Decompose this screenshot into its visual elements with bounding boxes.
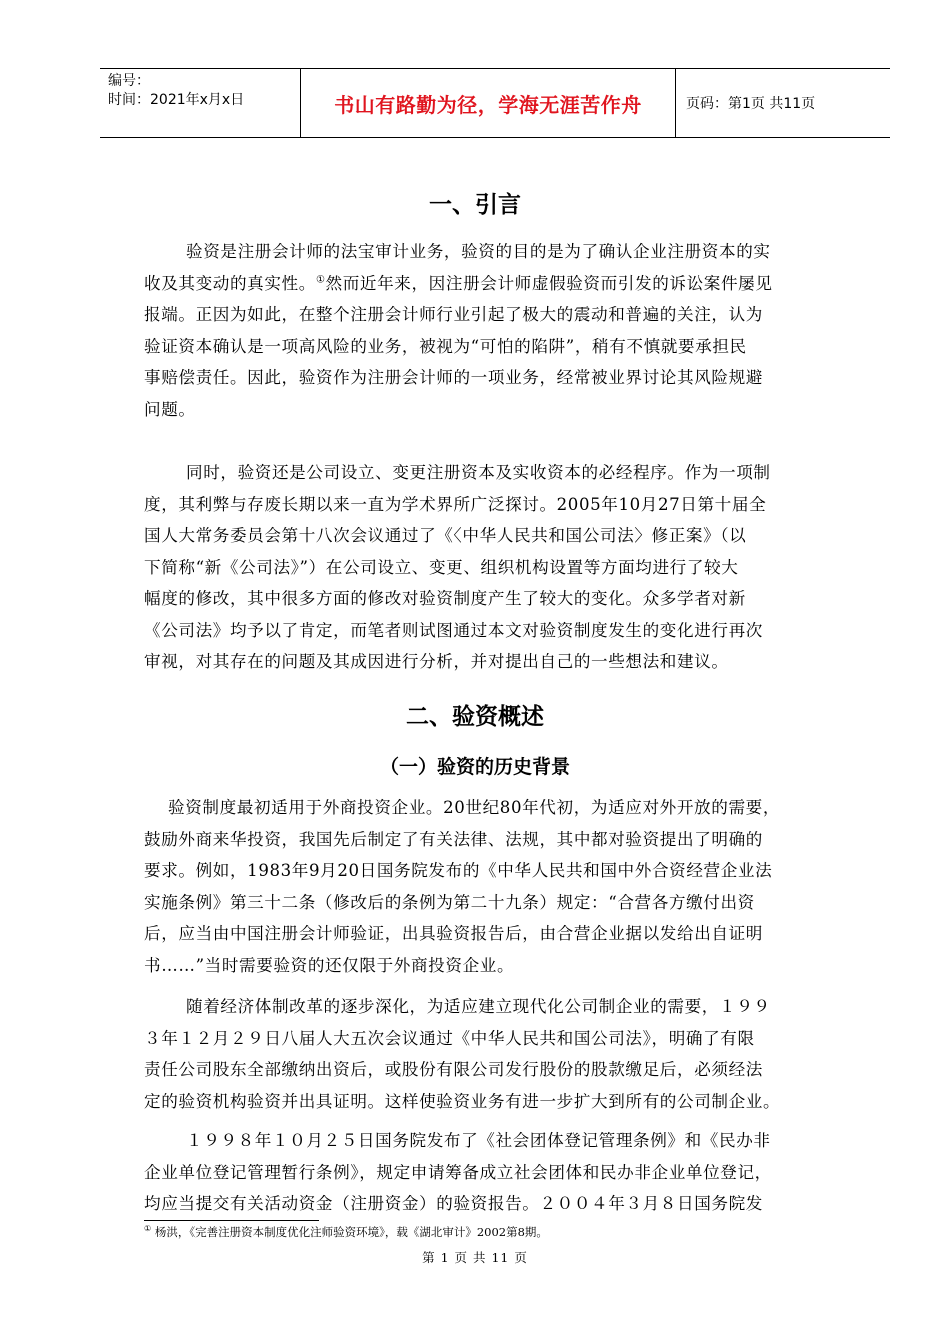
text-line: 企业单位登记管理暂行条例》，规定申请筹备成立社会团体和民办非企业单位登记， [144, 1162, 772, 1182]
text-line: 验证资本确认是一项高风险的业务，被视为“可怕的陷阱”，稍有不慎就要承担民 [144, 336, 747, 356]
text-line: 同时，验资还是公司设立、变更注册资本及实收资本的必经程序。作为一项制 [186, 463, 771, 482]
text-line: 度，其利弊与存废长期以来一直为学术界所广泛探讨。2005年10月27日第十届全 [144, 494, 767, 514]
text-line: 下简称“新《公司法》”）在公司设立、变更、组织机构设置等方面均进行了较大 [144, 557, 739, 577]
text-line: 验资是注册会计师的法宝审计业务，验资的目的是为了确认企业注册资本的实 [186, 242, 771, 261]
text-line: 事赔偿责任。因此，验资作为注册会计师的一项业务，经常被业界讨论其风险规避 [144, 368, 763, 387]
text-line: 要求。例如，1983年9月20日国务院发布的《中华人民共和国中外合资经营企业法 [144, 861, 773, 880]
text-line: 鼓励外商来华投资，我国先后制定了有关法律、法规，其中都对验资提出了明确的 [144, 829, 763, 849]
section-1-title: 一、引言 [429, 192, 521, 218]
header-time-label: 时间：2021年x月x日 [108, 92, 245, 108]
section-1-paragraph-2 [144, 457, 854, 678]
text-line: 随着经济体制改革的逐步深化，为适应建立现代化公司制企业的需要，１９９ [186, 997, 771, 1016]
page-number: 第 1 页 共 11 页 [422, 1250, 528, 1265]
text-line [144, 268, 854, 300]
footnote [144, 1224, 548, 1240]
text-line: １９９８年１０月２５日国务院发布了《社会团体登记管理条例》和《民办非 [186, 1131, 771, 1150]
text-line: 审视，对其存在的问题及其成因进行分析，并对提出自己的一些想法和建议。 [144, 652, 729, 671]
footnote-text: 杨洪，《完善注册资本制度优化注师验资环境》，载《湖北审计》2002第8期。 [151, 1225, 548, 1239]
header-meta [100, 69, 300, 137]
text-line: 验资制度最初适用于外商投资企业。20世纪80年代初，为适应对外开放的需要， [168, 798, 781, 817]
section-2-title: 二、验资概述 [406, 704, 544, 730]
text-line: 书……”当时需要验资的还仅限于外商投资企业。 [144, 955, 515, 975]
text-line: 责任公司股东全部缴纳出资后，或股份有限公司发行股份的股款缴足后，必须经法 [144, 1060, 763, 1079]
text-line: ３年１２月２９日八届人大五次会议通过《中华人民共和国公司法》，明确了有限 [144, 1028, 755, 1048]
text-line: 幅度的修改，其中很多方面的修改对验资制度产生了较大的变化。众多学者对新 [144, 589, 746, 608]
text-line: 《公司法》均予以了肯定，而笔者则试图通过本文对验资制度发生的变化进行再次 [144, 620, 763, 640]
text-line: 报端。正因为如此，在整个注册会计师行业引起了极大的震动和普遍的关注，认为 [144, 305, 763, 324]
footnote-separator [144, 1220, 319, 1221]
footnote-reference[interactable]: ① [315, 273, 326, 285]
text-line: 国人大常务委员会第十八次会议通过了《〈中华人民共和国公司法〉修正案》（以 [144, 526, 747, 545]
footnote-mark: ① [144, 1224, 152, 1234]
header-page-info: 页码：第1页 共11页 [686, 96, 816, 112]
section-1-paragraph-1 [144, 236, 854, 425]
header-number-label: 编号： [108, 73, 150, 89]
section-2-subtitle: （一）验资的历史背景 [379, 756, 570, 778]
text-line: 问题。 [144, 399, 196, 419]
section-2-paragraph-1 [144, 792, 854, 981]
text-line: 实施条例》第三十二条（修改后的条例为第二十九条）规定：“合营各方缴付出资 [144, 892, 755, 912]
section-2-paragraph-3 [144, 1125, 854, 1220]
text-line-part: 然而近年来，因注册会计师虚假验资而引发的诉讼案件屡见 [325, 273, 773, 293]
text-line: 后，应当由中国注册会计师验证，出具验资报告后，由合营企业据以发给出自证明 [144, 924, 763, 943]
page-header [100, 68, 890, 138]
header-motto: 书山有路勤为径，学海无涯苦作舟 [300, 69, 676, 137]
text-line: 均应当提交有关活动资金（注册资金）的验资报告。２００４年３月８日国务院发 [144, 1194, 763, 1213]
section-2-paragraph-2 [144, 991, 854, 1117]
text-line-part: 收及其变动的真实性。 [144, 273, 316, 293]
text-line: 定的验资机构验资并出具证明。这样使验资业务有进一步扩大到所有的公司制企业。 [144, 1091, 781, 1111]
